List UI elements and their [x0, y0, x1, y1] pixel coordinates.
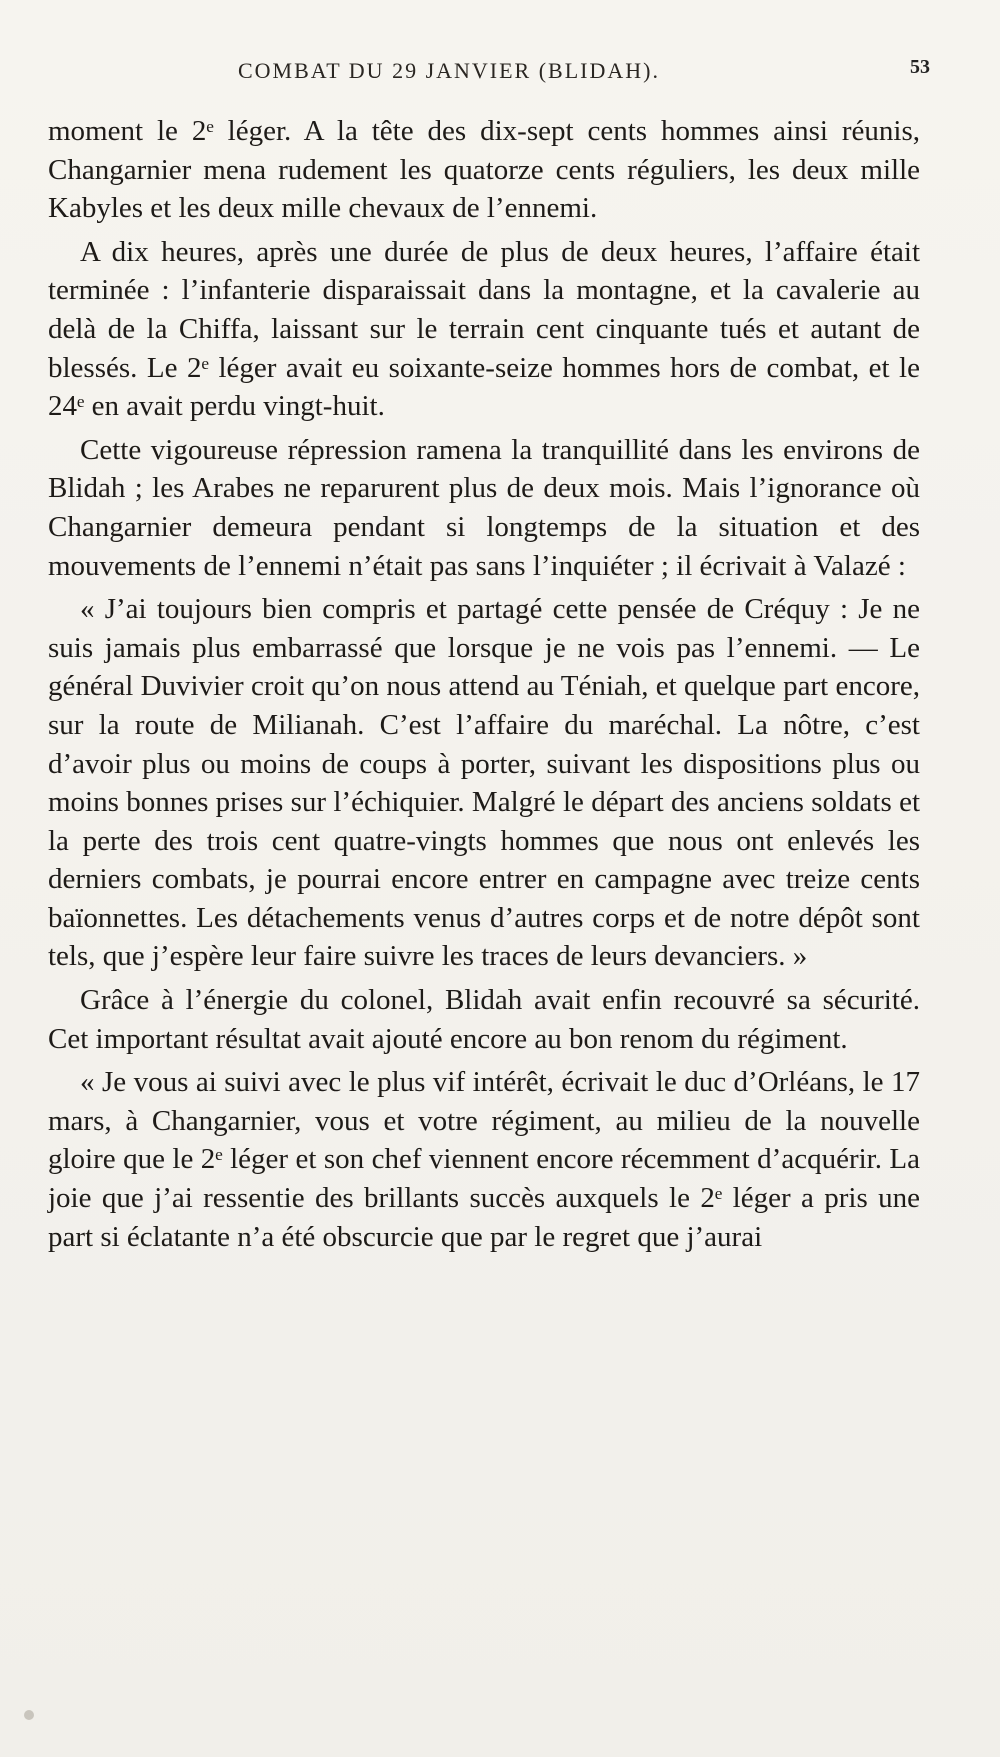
body-text: [48, 112, 920, 1261]
paragraph-1: moment le 2ᵉ léger. A la tête des dix-sept cents hommes ainsi réunis, Changarnier mena rudement les quatorze cents réguliers, les deux mille Kabyles et les deux mille chevaux de l’ennemi.: [48, 115, 920, 225]
paragraph-5: Grâce à l’énergie du colonel, Blidah avait enfin recouvré sa sécurité. Cet important résultat avait ajouté encore au bon renom du régiment.: [48, 984, 920, 1055]
paragraph-4-quote: « J’ai toujours bien compris et partagé cette pensée de Créquy : Je ne suis jamais plus embarrassé que lorsque je ne vois pas l’ennemi. — Le général Duvivier croit qu’on nous attend au Téniah, et quelque part encore, sur la route de Milianah. C’est l’affaire du maréchal. La nôtre, c’est d’avoir plus ou moins de coups à porter, suivant les dispositions plus ou moins bonnes prises sur l’échiquier. Malgré le départ des anciens soldats et la perte des trois cent quatre-vingts hommes que nous ont enlevés les derniers combats, je pourrai encore entrer en campagne avec treize cents baïonnettes. Les détachements venus d’autres corps et de notre dépôt sont tels, que j’espère leur faire suivre les traces de leurs devanciers. »: [48, 593, 920, 973]
paragraph-6-quote: « Je vous ai suivi avec le plus vif intérêt, écrivait le duc d’Orléans, le 17 mars, à Changarnier, vous et votre régiment, au milieu de la nouvelle gloire que le 2ᵉ léger et son chef viennent encore récemment d’acquérir. La joie que j’ai ressentie des brillants succès auxquels le 2ᵉ léger a pris une part si éclatante n’a été obscurcie que par le regret que j’aurai: [48, 1066, 920, 1253]
running-title: COMBAT DU 29 JANVIER (BLIDAH).: [238, 58, 660, 83]
scan-speck: [24, 1710, 34, 1720]
paragraph-3: Cette vigoureuse répression ramena la tranquillité dans les environs de Blidah ; les Arabes ne reparurent plus de deux mois. Mais l’ignorance où Changarnier demeura pendant si longtemps de la situation et des mouvements de l’ennemi n’était pas sans l’inquiéter ; il écrivait à Valazé :: [48, 433, 920, 582]
page-number: 53: [910, 56, 930, 78]
page-header: [48, 58, 930, 90]
paragraph-2: A dix heures, après une durée de plus de deux heures, l’affaire était terminée : l’infanterie disparaissait dans la montagne, et la cavalerie au delà de la Chiffa, laissant sur le terrain cent cinquante tués et autant de blessés. Le 2ᵉ léger avait eu soixante-seize hommes hors de combat, et le 24ᵉ en avait perdu vingt-huit.: [48, 235, 920, 423]
